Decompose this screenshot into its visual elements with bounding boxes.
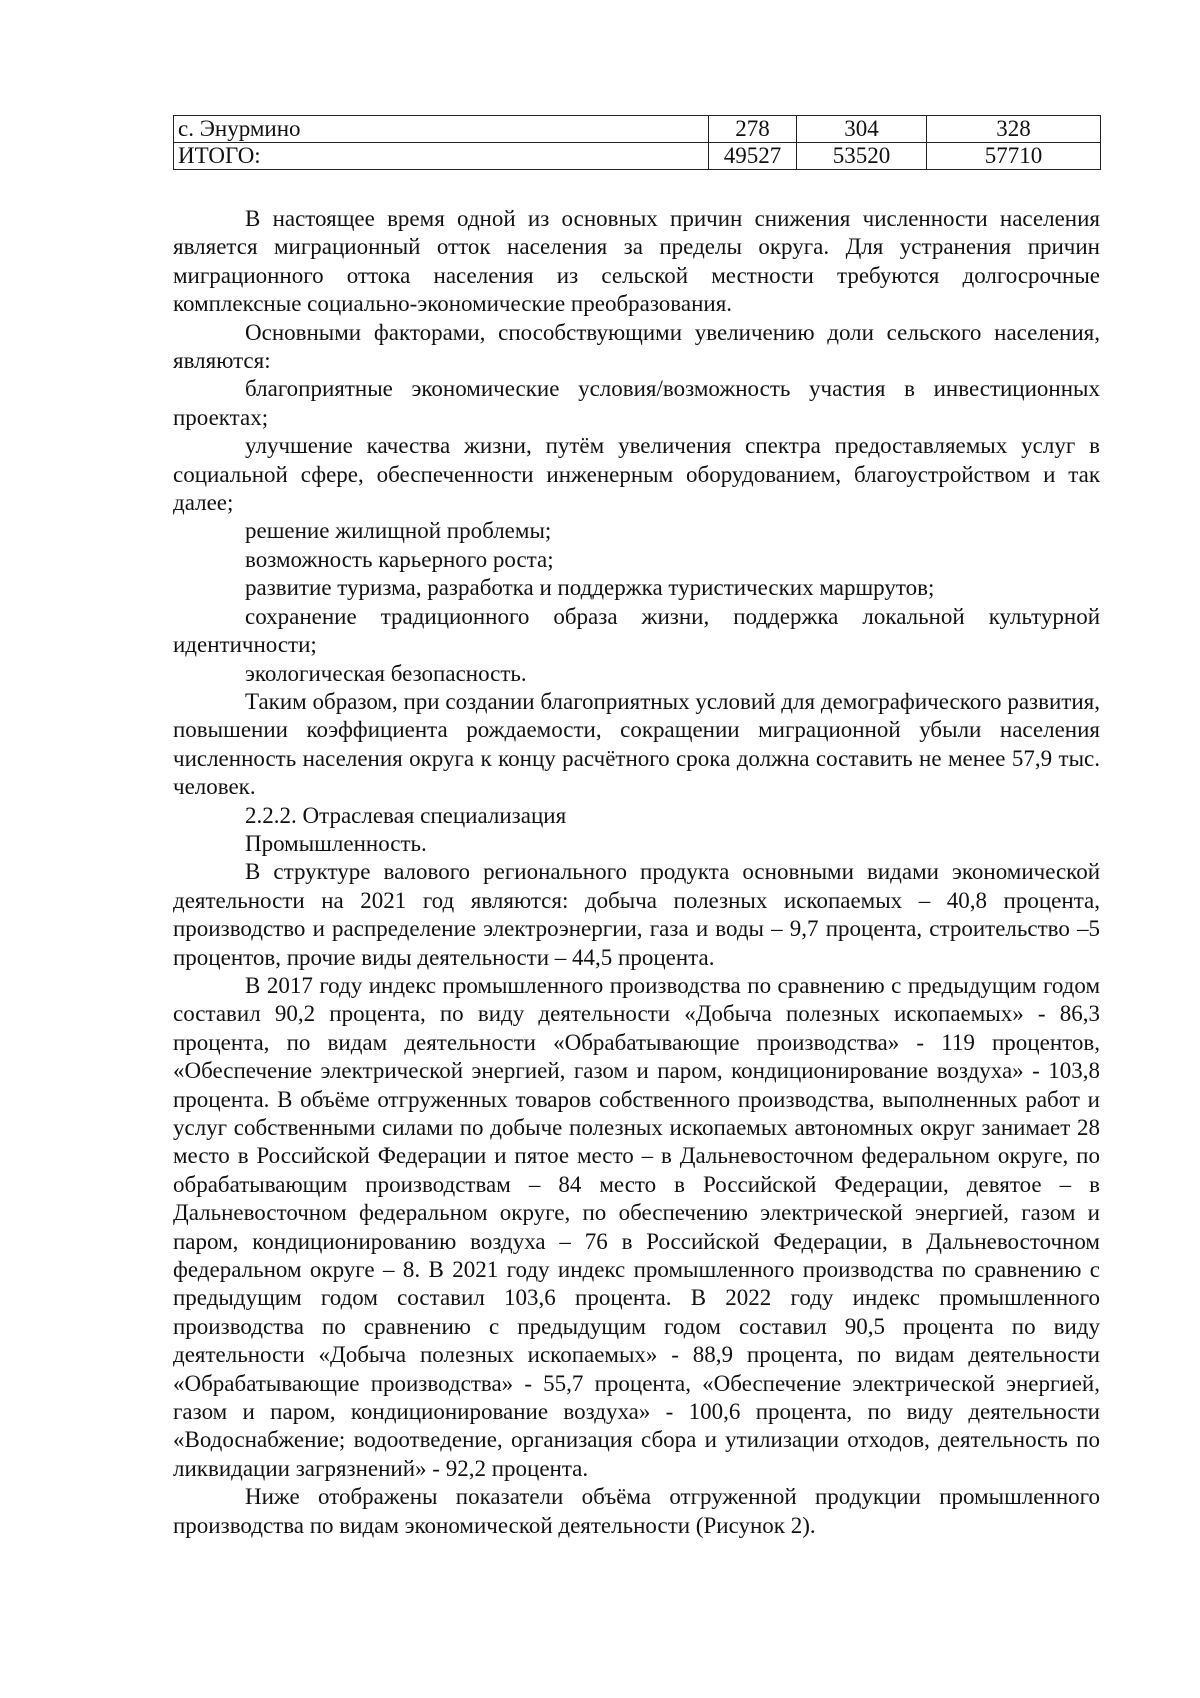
paragraph: В настоящее время одной из основных причин снижения численности населения является миграционный отток населения за пределы округа. Для устранения причин миграционного оттока населения из сельской местности требуются долгосрочные комплексные социально-экономические преобразования. <box>173 206 1100 317</box>
population-table <box>173 115 1101 170</box>
settlement-name-cell: с. Энурмино <box>174 116 709 143</box>
total-value-cell: 57710 <box>927 143 1101 170</box>
value-cell: 278 <box>709 116 797 143</box>
paragraph: В 2017 году индекс промышленного производства по сравнению с предыдущим годом составил 90,2 процента, по виду деятельности «Добыча полезных ископаемых» - 86,3 процента, по видам деятельности «Обрабатывающие производства» - 119 процентов, «Обеспечение электрической энергией, газом и паром, кондиционирование воздуха» - 103,8 процента. В объёме отгруженных товаров собственного производства, выполненных работ и услуг собственными силами по добыче полезных ископаемых автономных округ занимает 28 место в Российской Федерации и пятое место – в Дальневосточном федеральном округе, по обрабатывающим производствам – 84 место в Российской Федерации, девятое – в Дальневосточном федеральном округе, по обеспечению электрической энергией, газом и паром, кондиционированию воздуха – 76 в Российской Федерации, в Дальневосточном федеральном округе – 8. В 2021 году индекс промышленного производства по сравнению с предыдущим годом составил 103,6 процента. В 2022 году индекс промышленного производства по сравнению с предыдущим годом составил 90,5 процента по виду деятельности «Добыча полезных ископаемых» - 88,9 процента, по видам деятельности «Обрабатывающие производства» - 55,7 процента, «Обеспечение электрической энергией, газом и паром, кондиционирование воздуха» - 100,6 процента, по виду деятельности «Водоснабжение; водоотведение, организация сбора и утилизации отходов, деятельность по ликвидации загрязнений» - 92,2 процента. <box>173 972 1100 1481</box>
list-item: развитие туризма, разработка и поддержка туристических маршрутов; <box>245 575 935 601</box>
total-label-cell: ИТОГО: <box>174 143 709 170</box>
value-cell: 328 <box>927 116 1101 143</box>
document-body <box>173 205 1100 1540</box>
list-item: улучшение качества жизни, путём увеличения спектра предоставляемых услуг в социальной сфере, обеспеченности инженерным оборудованием, благоустройством и так далее; <box>173 433 1100 516</box>
total-value-cell: 49527 <box>709 143 797 170</box>
table-row <box>174 116 1101 143</box>
paragraph: Таким образом, при создании благоприятных условий для демографического развития, повышении коэффициента рождаемости, сокращении миграционной убыли населения численность населения округа к концу расчётного срока должна составить не менее 57,9 тыс. человек. <box>173 688 1100 800</box>
subsection-heading: Промышленность. <box>245 830 427 856</box>
list-item: возможность карьерного роста; <box>245 546 554 572</box>
paragraph: Основными факторами, способствующими увеличению доли сельского населения, являются: <box>173 319 1100 374</box>
list-item: благоприятные экономические условия/возможность участия в инвестиционных проектах; <box>173 376 1100 430</box>
paragraph: Ниже отображены показатели объёма отгруженной продукции промышленного производства по видам экономической деятельности (Рисунок 2). <box>173 1484 1100 1538</box>
paragraph: В структуре валового регионального продукта основными видами экономической деятельности на 2021 год являются: добыча полезных ископаемых – 40,8 процента, производство и распределение электроэнергии, газа и воды – 9,7 процента, строительство –5 процентов, прочие виды деятельности – 44,5 процента. <box>173 859 1100 970</box>
list-item: сохранение традиционного образа жизни, поддержка локальной культурной идентичности; <box>173 603 1100 658</box>
table-row-total <box>174 143 1101 170</box>
list-item: решение жилищной проблемы; <box>245 518 552 544</box>
list-item: экологическая безопасность. <box>245 660 527 686</box>
section-heading: 2.2.2. Отраслевая специализация <box>245 802 567 828</box>
total-value-cell: 53520 <box>797 143 927 170</box>
value-cell: 304 <box>797 116 927 143</box>
